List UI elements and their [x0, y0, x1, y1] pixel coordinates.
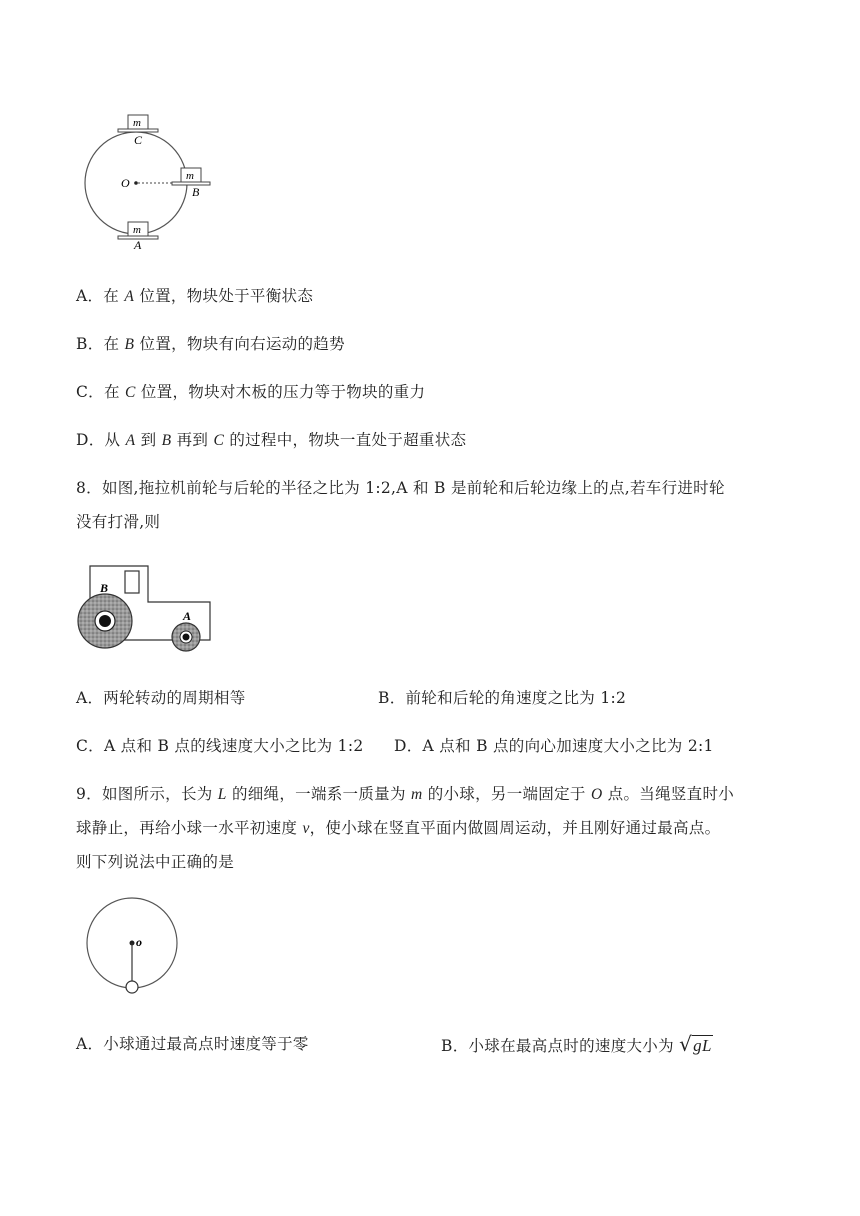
- q9-option-a: A．小球通过最高点时速度等于零: [76, 1035, 309, 1053]
- label-o: o: [136, 935, 142, 949]
- block-c-mass: m: [133, 117, 141, 129]
- sqrt-gl: √gL: [679, 1032, 712, 1056]
- block-b-mass: m: [186, 170, 194, 182]
- q9-stem-line3: 则下列说法中正确的是: [76, 853, 235, 871]
- q8-tractor-figure: [72, 560, 217, 660]
- q7-figure: [80, 110, 220, 255]
- label-c: C: [134, 133, 143, 147]
- tractor-window: [125, 571, 139, 593]
- q9-stem-line2: 球静止，再给小球一水平初速度 v，使小球在竖直平面内做圆周运动，并且刚好通过最高点。: [76, 819, 721, 837]
- q7-option-b: B．在 B 位置，物块有向右运动的趋势: [76, 335, 345, 353]
- q8-stem-line2: 没有打滑,则: [76, 513, 161, 531]
- center-o: [134, 181, 138, 185]
- ball: [126, 981, 138, 993]
- q7-option-a: A．在 A 位置，物块处于平衡状态: [76, 287, 314, 305]
- label-o: O: [121, 176, 130, 190]
- q8-option-b: B．前轮和后轮的角速度之比为 1:2: [378, 689, 627, 707]
- rear-wheel-axle: [99, 615, 111, 627]
- label-b: B: [100, 581, 109, 595]
- q8-option-d: D．A 点和 B 点的向心加速度大小之比为 2:1: [394, 737, 714, 755]
- q9-option-b: B．小球在最高点时的速度大小为 √gL: [441, 1032, 712, 1056]
- label-a: A: [183, 609, 192, 623]
- q7-option-d: D．从 A 到 B 再到 C 的过程中，物块一直处于超重状态: [76, 431, 467, 449]
- label-b: B: [192, 185, 200, 199]
- q9-figure: [86, 898, 186, 998]
- label-a: A: [134, 238, 142, 252]
- q8-option-c: C．A 点和 B 点的线速度大小之比为 1:2: [76, 737, 364, 755]
- block-a-mass: m: [133, 224, 141, 236]
- q7-option-c: C．在 C 位置，物块对木板的压力等于物块的重力: [76, 383, 426, 401]
- front-wheel-axle: [183, 634, 190, 641]
- q8-stem-line1: 8．如图,拖拉机前轮与后轮的半径之比为 1:2,A 和 B 是前轮和后轮边缘上的点,若车行进时轮: [76, 479, 725, 497]
- q9-stem-line1: 9．如图所示，长为 L 的细绳，一端系一质量为 m 的小球，另一端固定于 O 点。当绳竖直时小: [76, 785, 735, 803]
- q8-option-a: A．两轮转动的周期相等: [76, 689, 246, 707]
